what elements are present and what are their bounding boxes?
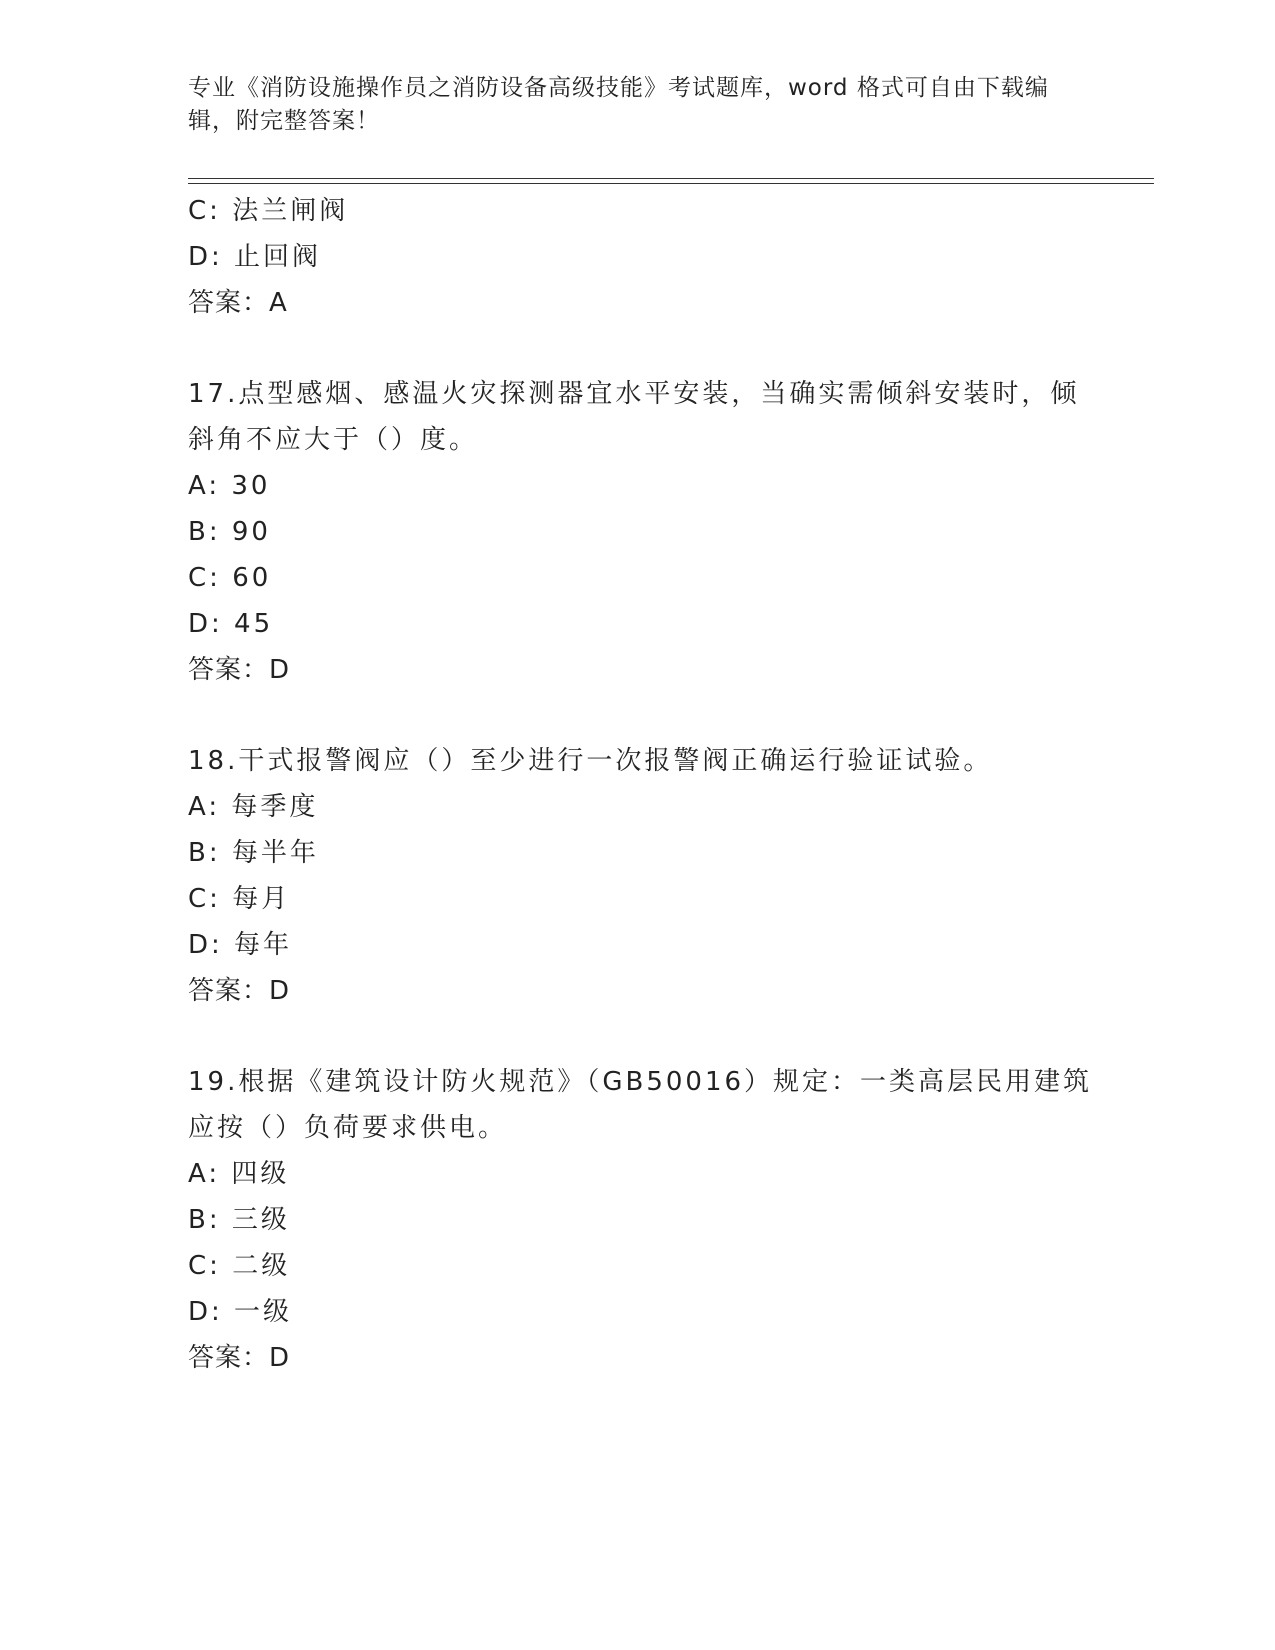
- question-stem: 19.根据《建筑设计防火规范》（GB50016）规定：一类高层民用建筑: [188, 1067, 1093, 1097]
- option-c: C: 法兰闸阀: [188, 196, 349, 226]
- question-stem: 18.干式报警阀应（）至少进行一次报警阀正确运行验证试验。: [188, 746, 993, 776]
- answer-line: 答案：A: [188, 288, 288, 318]
- option-a: A: 四级: [188, 1159, 290, 1189]
- question-18: [188, 738, 1088, 1014]
- answer-line: 答案：D: [188, 976, 291, 1006]
- option-c: C: 二级: [188, 1251, 291, 1281]
- option-a: A: 每季度: [188, 792, 319, 822]
- question-stem: 17.点型感烟、感温火灾探测器宜水平安装，当确实需倾斜安装时，倾: [188, 379, 1080, 409]
- question-stem-cont: 应按（）负荷要求供电。: [188, 1113, 508, 1143]
- option-b: B: 每半年: [188, 838, 319, 868]
- header-divider-top: [188, 178, 1154, 179]
- option-b: B: 90: [188, 517, 271, 547]
- previous-question: [188, 188, 1088, 326]
- header-divider-bottom: [188, 183, 1154, 184]
- document-header: 专业《消防设施操作员之消防设备高级技能》考试题库，word 格式可自由下载编辑，附完整答案！: [188, 75, 1049, 134]
- question-17: [188, 371, 1088, 693]
- option-c: C: 每月: [188, 884, 291, 914]
- option-b: B: 三级: [188, 1205, 290, 1235]
- option-d: D: 45: [188, 609, 274, 639]
- option-d: D: 一级: [188, 1297, 293, 1327]
- answer-line: 答案：D: [188, 655, 291, 685]
- option-d: D: 每年: [188, 930, 293, 960]
- option-a: A: 30: [188, 471, 271, 501]
- option-d: D: 止回阀: [188, 242, 322, 272]
- answer-line: 答案：D: [188, 1343, 291, 1373]
- question-19: [188, 1059, 1093, 1381]
- question-list: [188, 188, 1093, 1381]
- question-stem-cont: 斜角不应大于（）度。: [188, 425, 479, 455]
- option-c: C: 60: [188, 563, 272, 593]
